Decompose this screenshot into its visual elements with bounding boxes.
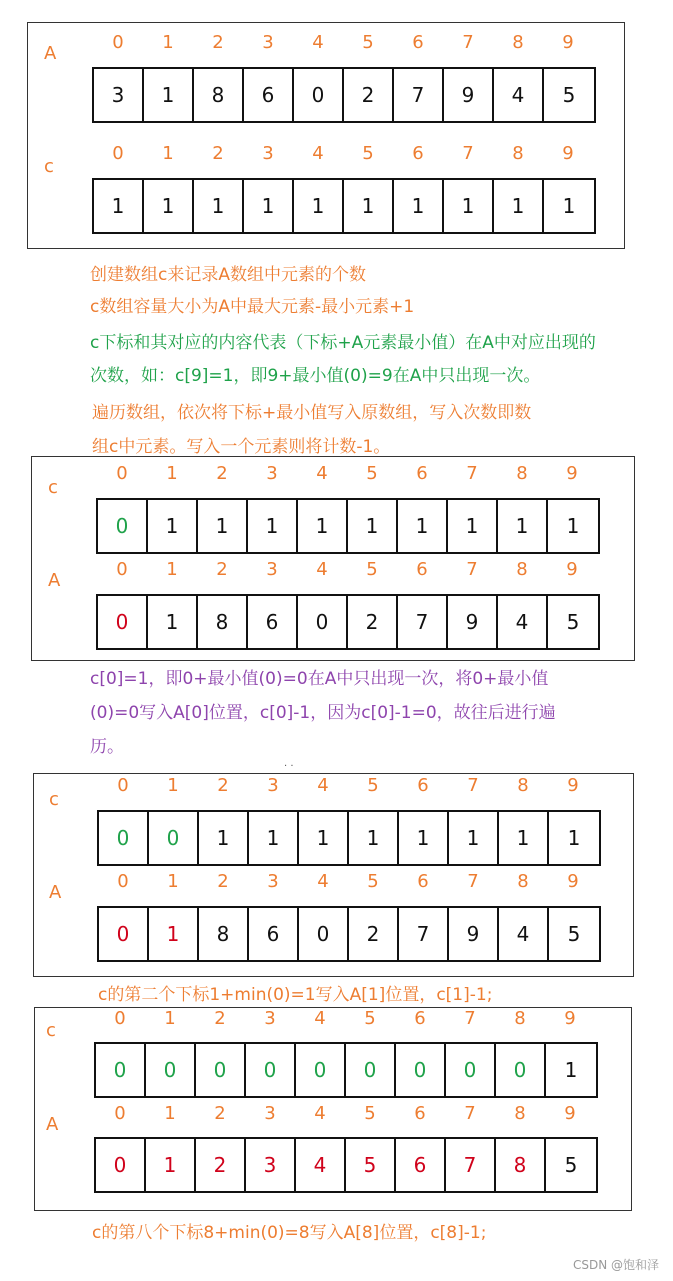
array-cell: 1 (344, 180, 394, 232)
text-step1-line1: c[0]=1，即0+最小值(0)=0在A中只出现一次，将0+最小值 (90, 669, 549, 689)
index-label: 7 (462, 143, 474, 164)
array-cell: 1 (144, 180, 194, 232)
index-label: 4 (317, 775, 329, 796)
array-cell: 1 (449, 812, 499, 864)
index-label: 7 (464, 1103, 476, 1124)
index-label: 9 (567, 775, 579, 796)
array-cell: 0 (149, 812, 199, 864)
index-label: 4 (314, 1008, 326, 1029)
index-label: 3 (264, 1008, 276, 1029)
index-label: 7 (467, 871, 479, 892)
array-cell: 0 (96, 1044, 146, 1096)
array-cell: 0 (294, 69, 344, 121)
index-label: 8 (512, 32, 524, 53)
index-label: 9 (566, 559, 578, 580)
index-label: 3 (266, 559, 278, 580)
index-label: 0 (114, 1103, 126, 1124)
array-cell: 1 (349, 812, 399, 864)
index-label: 1 (167, 775, 179, 796)
stray-dots: · · (284, 761, 294, 772)
array-cell: 2 (348, 596, 398, 648)
index-label: 2 (217, 871, 229, 892)
index-label: 3 (266, 463, 278, 484)
array-cell: 5 (567, 922, 581, 946)
array-cell: 8 (194, 69, 244, 121)
index-label: 6 (412, 143, 424, 164)
text-step1-line3: 历。 (90, 737, 124, 757)
array-cell: 1 (249, 812, 299, 864)
array-cell: 1 (399, 812, 449, 864)
panel-2-row-1-cells (96, 498, 600, 554)
index-label: 0 (112, 32, 124, 53)
index-label: 5 (366, 559, 378, 580)
panel-4-row-1-label: c (46, 1020, 56, 1041)
text-meaning-line2: 次数，如：c[9]=1，即9+最小值(0)=9在A中只出现一次。 (90, 366, 541, 386)
array-cell: 1 (148, 596, 198, 648)
index-label: 3 (262, 32, 274, 53)
array-cell: 1 (499, 812, 549, 864)
index-label: 3 (262, 143, 274, 164)
index-label: 8 (512, 143, 524, 164)
array-cell: 1 (244, 180, 294, 232)
index-label: 2 (216, 463, 228, 484)
array-cell: 2 (196, 1139, 246, 1191)
array-cell: 1 (294, 180, 344, 232)
index-label: 1 (166, 463, 178, 484)
array-cell: 1 (299, 812, 349, 864)
panel-1-row-2-label: c (44, 156, 54, 177)
array-cell: 1 (564, 1058, 578, 1082)
panel-2-row-2-cells (96, 594, 600, 650)
index-label: 2 (212, 32, 224, 53)
panel-2-row-1-label: c (48, 477, 58, 498)
array-cell: 5 (566, 610, 580, 634)
text-traverse-line2: 组c中元素。写入一个元素则将计数-1。 (92, 437, 391, 457)
array-cell: 5 (562, 83, 576, 107)
array-cell: 1 (248, 500, 298, 552)
index-label: 8 (516, 559, 528, 580)
index-label: 4 (314, 1103, 326, 1124)
array-cell: 0 (346, 1044, 396, 1096)
index-label: 7 (467, 775, 479, 796)
text-step2: c的第二个下标1+min(0)=1写入A[1]位置，c[1]-1; (98, 985, 493, 1005)
array-cell: 1 (148, 500, 198, 552)
array-cell: 6 (248, 596, 298, 648)
panel-3-row-1-label: c (49, 789, 59, 810)
panel-1-row-2-cells (92, 178, 596, 234)
array-cell: 1 (149, 908, 199, 960)
index-label: 5 (367, 775, 379, 796)
index-label: 4 (312, 143, 324, 164)
array-cell: 0 (446, 1044, 496, 1096)
array-cell: 8 (199, 908, 249, 960)
array-cell: 9 (449, 908, 499, 960)
index-label: 7 (464, 1008, 476, 1029)
array-cell: 1 (144, 69, 194, 121)
array-cell: 4 (296, 1139, 346, 1191)
index-label: 9 (564, 1008, 576, 1029)
array-cell: 1 (444, 180, 494, 232)
array-cell: 0 (496, 1044, 546, 1096)
array-cell: 7 (394, 69, 444, 121)
index-label: 9 (562, 32, 574, 53)
index-label: 0 (117, 871, 129, 892)
array-cell: 7 (399, 908, 449, 960)
text-create-array: 创建数组c来记录A数组中元素的个数 (90, 265, 366, 285)
index-label: 0 (116, 559, 128, 580)
array-cell: 5 (564, 1153, 578, 1177)
text-traverse-line1: 遍历数组，依次将下标+最小值写入原数组，写入次数即数 (92, 403, 532, 423)
array-cell: 1 (494, 180, 544, 232)
array-cell: 0 (146, 1044, 196, 1096)
panel-2-row-2-label: A (48, 570, 61, 591)
array-cell: 6 (396, 1139, 446, 1191)
index-label: 5 (362, 143, 374, 164)
array-cell: 4 (499, 908, 549, 960)
index-label: 2 (217, 775, 229, 796)
text-capacity: c数组容量大小为A中最大元素-最小元素+1 (90, 297, 415, 317)
array-cell: 3 (246, 1139, 296, 1191)
index-label: 6 (416, 559, 428, 580)
array-cell: 1 (348, 500, 398, 552)
index-label: 5 (362, 32, 374, 53)
index-label: 3 (267, 775, 279, 796)
index-label: 8 (517, 871, 529, 892)
index-label: 0 (116, 463, 128, 484)
array-cell: 3 (94, 69, 144, 121)
array-cell: 0 (299, 908, 349, 960)
array-cell: 1 (567, 826, 581, 850)
panel-3-row-2-cells (97, 906, 601, 962)
array-cell: 6 (244, 69, 294, 121)
index-label: 1 (164, 1103, 176, 1124)
index-label: 9 (566, 463, 578, 484)
index-label: 7 (462, 32, 474, 53)
index-label: 2 (212, 143, 224, 164)
index-label: 6 (412, 32, 424, 53)
panel-3-row-2-label: A (49, 882, 62, 903)
array-cell: 2 (349, 908, 399, 960)
index-label: 3 (267, 871, 279, 892)
index-label: 5 (366, 463, 378, 484)
index-label: 5 (364, 1008, 376, 1029)
index-label: 6 (416, 463, 428, 484)
index-label: 5 (364, 1103, 376, 1124)
array-cell: 1 (394, 180, 444, 232)
array-cell: 6 (249, 908, 299, 960)
array-cell: 4 (494, 69, 544, 121)
index-label: 1 (164, 1008, 176, 1029)
panel-4-row-1-cells (94, 1042, 598, 1098)
index-label: 4 (316, 559, 328, 580)
array-cell: 1 (448, 500, 498, 552)
index-label: 9 (564, 1103, 576, 1124)
array-cell: 0 (298, 596, 348, 648)
array-cell: 7 (446, 1139, 496, 1191)
index-label: 6 (417, 775, 429, 796)
array-cell: 1 (298, 500, 348, 552)
index-label: 5 (367, 871, 379, 892)
array-cell: 0 (396, 1044, 446, 1096)
index-label: 9 (562, 143, 574, 164)
index-label: 1 (162, 143, 174, 164)
array-cell: 1 (566, 514, 580, 538)
index-label: 6 (414, 1103, 426, 1124)
panel-4-row-2-cells (94, 1137, 598, 1193)
array-cell: 0 (196, 1044, 246, 1096)
array-cell: 8 (198, 596, 248, 648)
panel-1-row-1-label: A (44, 43, 57, 64)
array-cell: 0 (99, 812, 149, 864)
watermark: CSDN @饱和泽 (572, 1258, 659, 1272)
index-label: 8 (514, 1008, 526, 1029)
index-label: 2 (214, 1103, 226, 1124)
array-cell: 1 (562, 194, 576, 218)
index-label: 8 (514, 1103, 526, 1124)
text-step8: c的第八个下标8+min(0)=8写入A[8]位置，c[8]-1; (92, 1223, 487, 1243)
index-label: 0 (112, 143, 124, 164)
array-cell: 0 (99, 908, 149, 960)
text-meaning-line1: c下标和其对应的内容代表（下标+A元素最小值）在A中对应出现的 (90, 333, 596, 353)
panel-3-row-1-cells (97, 810, 601, 866)
panel-1-row-1-cells (92, 67, 596, 123)
array-cell: 0 (296, 1044, 346, 1096)
index-label: 7 (466, 463, 478, 484)
array-cell: 9 (448, 596, 498, 648)
array-cell: 5 (346, 1139, 396, 1191)
array-cell: 1 (199, 812, 249, 864)
array-cell: 1 (198, 500, 248, 552)
index-label: 0 (114, 1008, 126, 1029)
index-label: 2 (216, 559, 228, 580)
index-label: 1 (167, 871, 179, 892)
index-label: 2 (214, 1008, 226, 1029)
index-label: 8 (516, 463, 528, 484)
array-cell: 7 (398, 596, 448, 648)
panel-4-row-2-label: A (46, 1114, 59, 1135)
index-label: 1 (162, 32, 174, 53)
index-label: 0 (117, 775, 129, 796)
array-cell: 1 (94, 180, 144, 232)
array-cell: 8 (496, 1139, 546, 1191)
array-cell: 0 (96, 1139, 146, 1191)
array-cell: 2 (344, 69, 394, 121)
index-label: 4 (316, 463, 328, 484)
text-step1-line2: (0)=0写入A[0]位置，c[0]-1，因为c[0]-1=0，故往后进行遍 (90, 703, 556, 723)
index-label: 4 (317, 871, 329, 892)
array-cell: 9 (444, 69, 494, 121)
array-cell: 4 (498, 596, 548, 648)
index-label: 9 (567, 871, 579, 892)
index-label: 1 (166, 559, 178, 580)
index-label: 4 (312, 32, 324, 53)
array-cell: 0 (98, 500, 148, 552)
index-label: 6 (417, 871, 429, 892)
index-label: 7 (466, 559, 478, 580)
array-cell: 1 (146, 1139, 196, 1191)
array-cell: 1 (498, 500, 548, 552)
array-cell: 1 (194, 180, 244, 232)
array-cell: 0 (98, 596, 148, 648)
array-cell: 0 (246, 1044, 296, 1096)
index-label: 3 (264, 1103, 276, 1124)
array-cell: 1 (398, 500, 448, 552)
index-label: 6 (414, 1008, 426, 1029)
index-label: 8 (517, 775, 529, 796)
